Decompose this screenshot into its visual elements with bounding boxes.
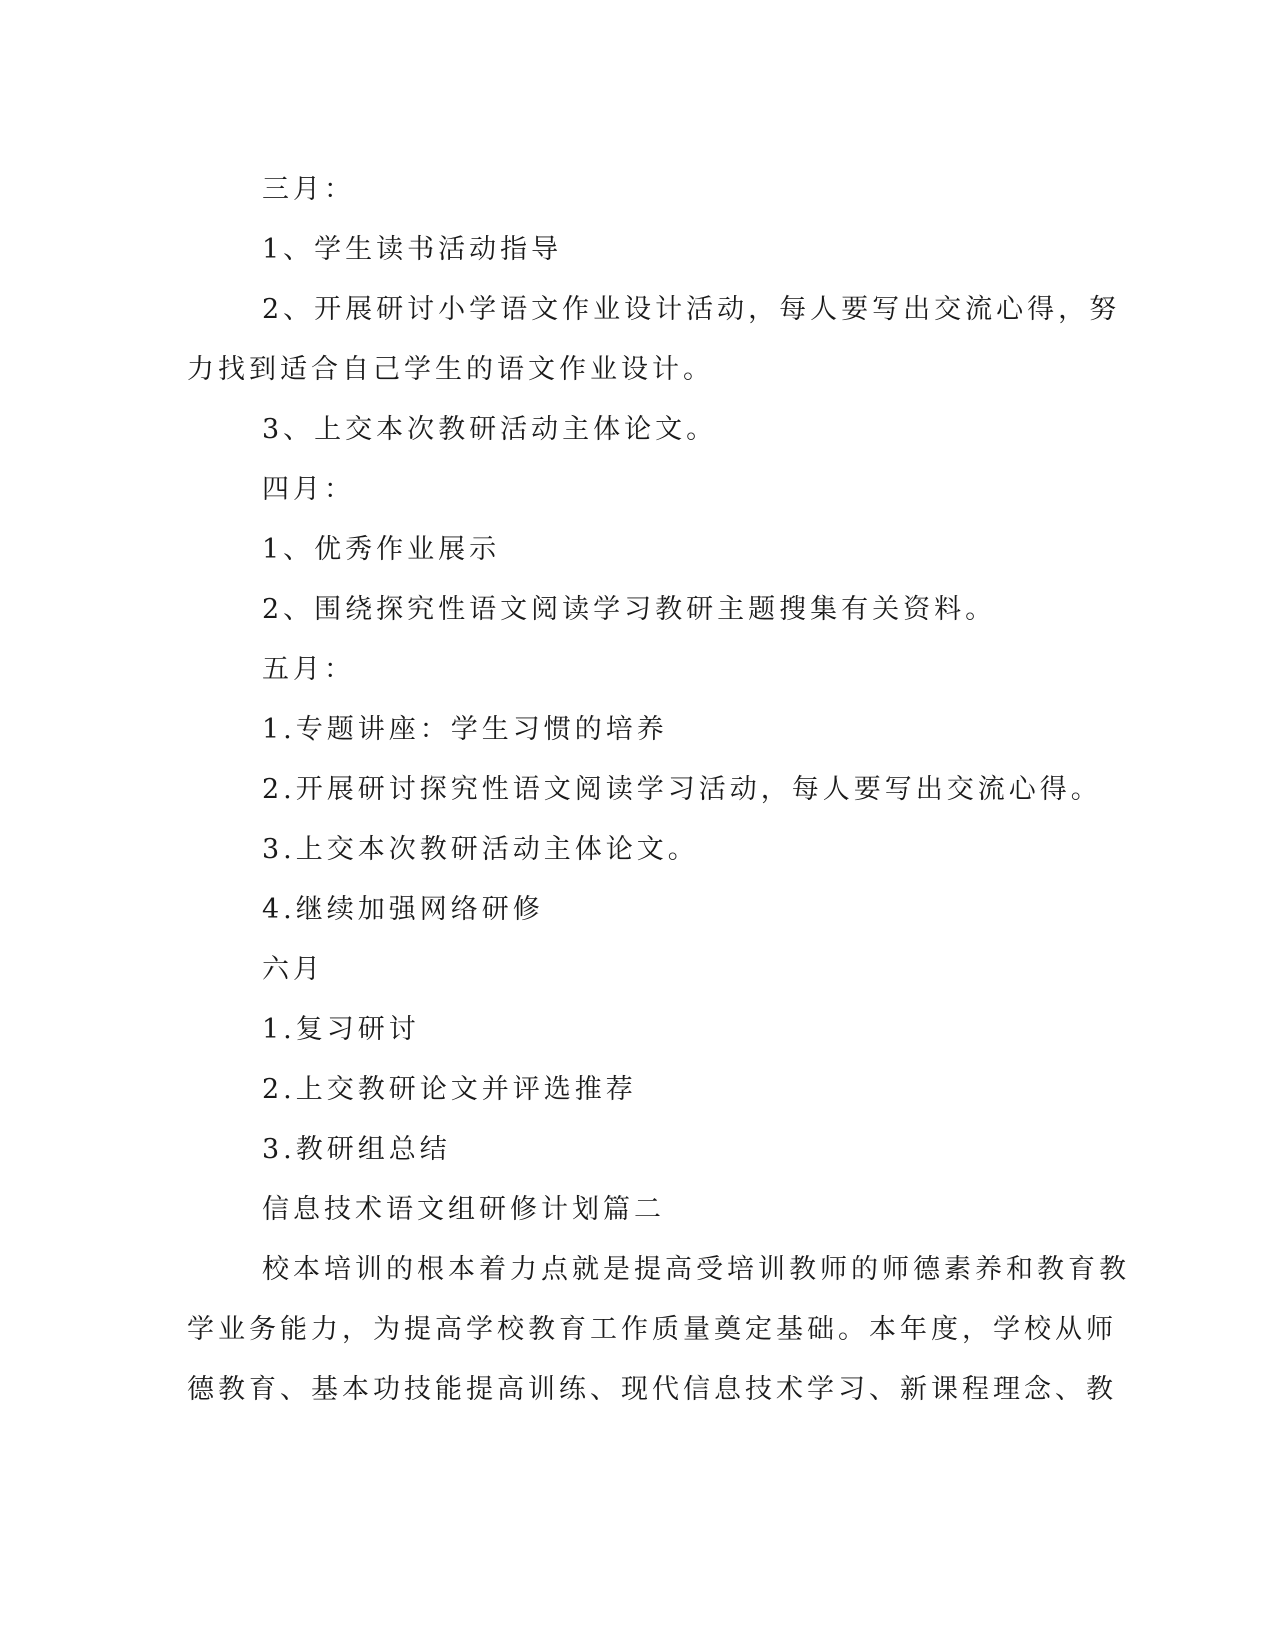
- heading-march: 三月：: [262, 174, 355, 205]
- heading-april: 四月：: [262, 474, 355, 505]
- heading-may: 五月：: [262, 654, 355, 685]
- section-title: 信息技术语文组研修计划篇二: [262, 1194, 665, 1225]
- june-item-1: 1.复习研讨: [262, 1014, 420, 1045]
- body-paragraph-line-1: 校本培训的根本着力点就是提高受培训教师的师德素养和教育教: [262, 1254, 1130, 1285]
- march-item-2: 2、开展研讨小学语文作业设计活动，每人要写出交流心得，努: [262, 294, 1121, 325]
- may-item-4: 4.继续加强网络研修: [262, 894, 544, 925]
- may-item-1: 1.专题讲座：学生习惯的培养: [262, 714, 668, 745]
- march-item-2-continued: 力找到适合自己学生的语文作业设计。: [187, 354, 714, 385]
- june-item-2: 2.上交教研论文并评选推荐: [262, 1074, 637, 1105]
- march-item-1: 1、学生读书活动指导: [262, 234, 563, 265]
- june-item-3: 3.教研组总结: [262, 1134, 451, 1165]
- body-paragraph-line-2: 学业务能力，为提高学校教育工作质量奠定基础。本年度，学校从师: [187, 1314, 1117, 1345]
- may-item-2: 2.开展研讨探究性语文阅读学习活动，每人要写出交流心得。: [262, 774, 1102, 805]
- body-paragraph-line-3: 德教育、基本功技能提高训练、现代信息技术学习、新课程理念、教: [187, 1374, 1117, 1405]
- april-item-1: 1、优秀作业展示: [262, 534, 501, 565]
- march-item-3: 3、上交本次教研活动主体论文。: [262, 414, 718, 445]
- may-item-3: 3.上交本次教研活动主体论文。: [262, 834, 699, 865]
- heading-june: 六月: [262, 954, 324, 985]
- april-item-2: 2、围绕探究性语文阅读学习教研主题搜集有关资料。: [262, 594, 997, 625]
